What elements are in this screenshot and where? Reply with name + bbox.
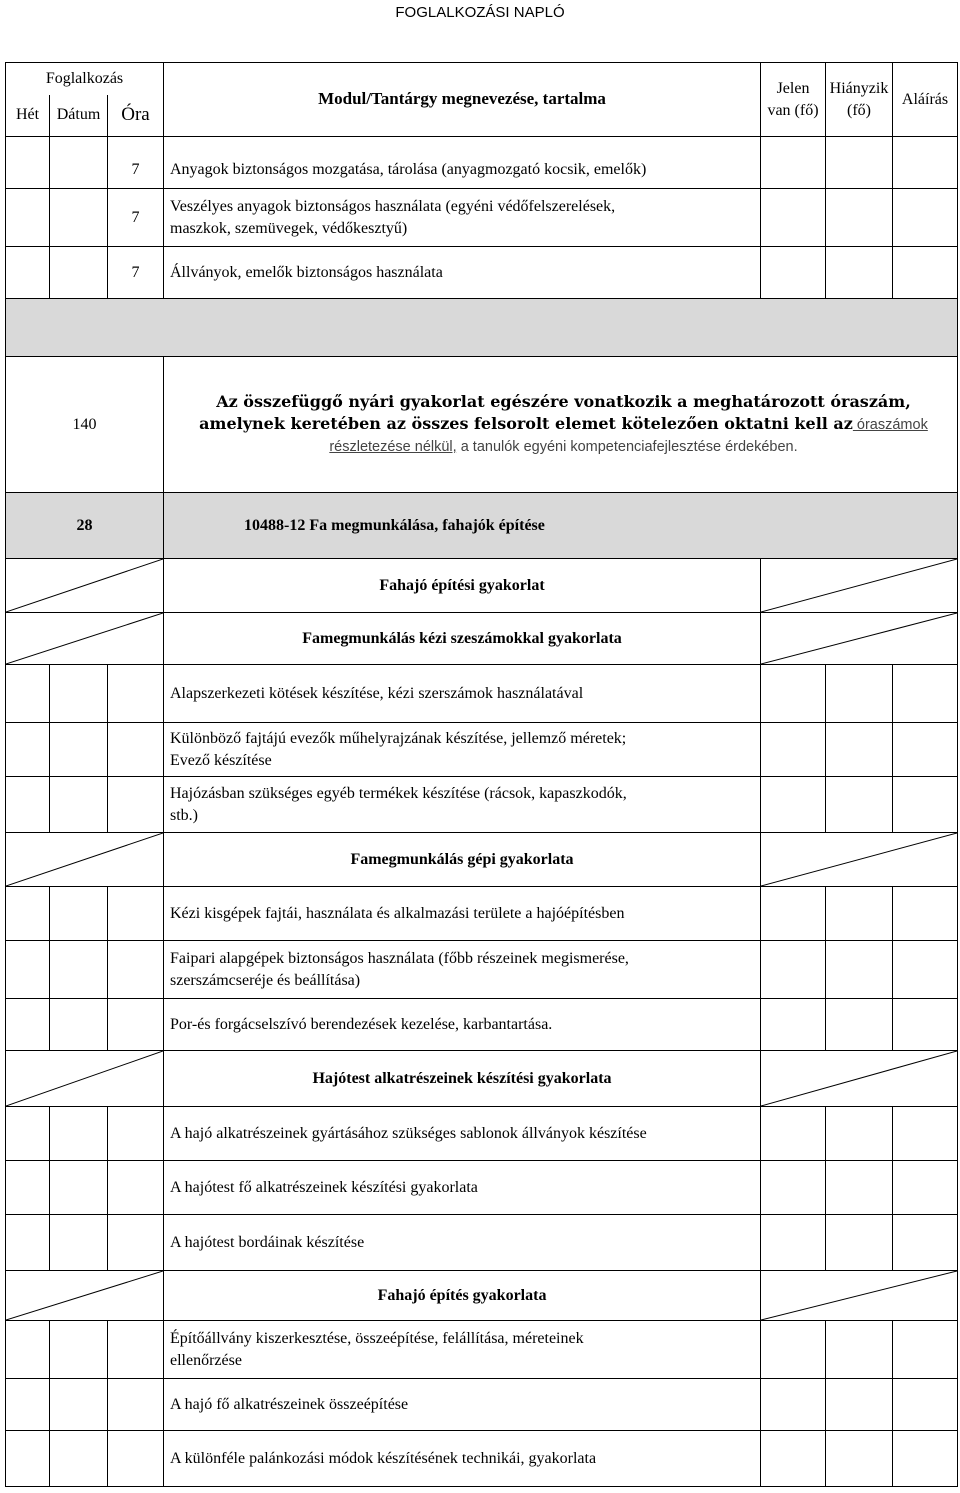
table-row [6,1321,958,1379]
header-ora: Óra [108,95,164,137]
diagonal-strike [761,1051,957,1106]
diagonal-strike [761,1271,957,1320]
topic-row [6,1271,958,1321]
table-row [6,247,958,299]
row-text: A különféle palánkozási módok készítésének technikái, gyakorlata [164,1431,761,1487]
note-bold-text: Az összefüggő nyári gyakorlat egészére vonatkozik a meghatározott óraszám, amelynek keretében az összes felsorolt elemet kötelezően oktatni kell az [199,392,911,433]
table-row [6,1215,958,1271]
row-text [164,941,761,999]
topic-title: Fahajó építés gyakorlata [164,1271,761,1321]
table-row [6,665,958,723]
header-het: Hét [6,95,50,137]
row-text [164,777,761,833]
row-text-line1: Faipari alapgépek biztonságos használata (főbb részeinek megismerése, [170,949,629,967]
row-text-line1: Építőállvány kiszerkesztése, összeépítése, felállítása, méreteinek [170,1329,584,1347]
attendance-log-table [5,62,958,1487]
diagonal-strike [6,559,163,612]
table-row [6,723,958,777]
note-tail-text: a tanulók egyéni kompetenciafejlesztése érdekében. [456,439,798,456]
row-text: Anyagok biztonságos mozgatása, tárolása (anyagmozgató kocsik, emelők) [164,153,761,189]
row-text-line1: Különböző fajtájú evezők műhelyrajzának készítése, jellemző méretek; [170,729,627,747]
header-foglalkozas: Foglalkozás [6,63,164,95]
header-hianyzik-line1: Hiányzik [829,79,889,97]
row-text: Por-és forgácselszívó berendezések kezelése, karbantartása. [164,999,761,1051]
diagonal-strike [6,1051,163,1106]
module-title: 10488-12 Fa megmunkálása, fahajók építése [164,493,958,559]
subject-title: Fahajó építési gyakorlat [164,559,761,613]
row-text: A hajó fő alkatrészeinek összeépítése [164,1379,761,1431]
header-hianyzik-line2: (fő) [847,101,871,119]
subject-diagonal-cell-right [761,559,958,613]
diagonal-strike [761,559,957,612]
row-text [164,723,761,777]
row-text-line2: szerszámcseréje és beállítása) [170,971,361,989]
row-text: A hajó alkatrészeinek gyártásához szükséges sablonok állványok készítése [164,1107,761,1161]
hours-cell: 7 [108,189,164,247]
table-row [6,153,958,189]
diagonal-strike [761,613,957,664]
row-text: Kézi kisgépek fajtái, használata és alkalmazási területe a hajóépítésben [164,887,761,941]
diagonal-strike [6,613,163,664]
module-row [6,493,958,559]
note-text [164,357,958,493]
diagonal-strike [761,833,957,886]
topic-row [6,613,958,665]
topic-row [6,833,958,887]
hours-cell: 7 [108,247,164,299]
subject-diagonal-cell [6,559,164,613]
module-hours: 28 [6,493,164,559]
header-jelen-line2: van (fő) [767,101,819,119]
document-title: FOGLALKOZÁSI NAPLÓ [395,4,565,21]
header-modul: Modul/Tantárgy megnevezése, tartalma [164,63,761,137]
subject-row [6,559,958,613]
row-text: Alapszerkezeti kötések készítése, kézi szerszámok használatával [164,665,761,723]
row-text-line1: Hajózásban szükséges egyéb termékek készítése (rácsok, kapaszkodók, [170,784,627,802]
diagonal-strike [6,833,163,886]
table-row [6,941,958,999]
row-text [164,189,761,247]
header-row-group [6,63,958,95]
diagonal-strike [6,1271,163,1320]
note-underlined-text: óraszámok részletezése nélkül, [329,416,928,456]
table-row [6,1161,958,1215]
gray-separator-row [6,299,958,357]
topic-title: Famegmunkálás kézi szeszámokkal gyakorlata [164,613,761,665]
row-text: A hajótest fő alkatrészeinek készítési gyakorlata [164,1161,761,1215]
row-text-line2: maszkok, szemüvegek, védőkesztyű) [170,219,408,237]
header-hianyzik [826,63,893,137]
table-row [6,887,958,941]
hours-cell: 7 [108,153,164,189]
table-row [6,1379,958,1431]
table-row [6,189,958,247]
table-row [6,777,958,833]
row-text-line2: stb.) [170,806,198,824]
row-text: Állványok, emelők biztonságos használata [164,247,761,299]
topic-row [6,1051,958,1107]
row-text-line2: Evező készítése [170,751,272,769]
topic-title: Famegmunkálás gépi gyakorlata [164,833,761,887]
header-alairas: Aláírás [893,63,958,137]
row-text-line1: Veszélyes anyagok biztonságos használata (egyéni védőfelszerelések, [170,197,616,215]
note-row [6,357,958,493]
header-jelen [761,63,826,137]
table-row [6,1431,958,1487]
row-text-line2: ellenőrzése [170,1351,242,1369]
table-row [6,999,958,1051]
row-text [164,1321,761,1379]
spacer-row [6,137,958,153]
header-datum: Dátum [50,95,108,137]
topic-title: Hajótest alkatrészeinek készítési gyakorlata [164,1051,761,1107]
note-hours: 140 [6,357,164,493]
row-text: A hajótest bordáinak készítése [164,1215,761,1271]
table-row [6,1107,958,1161]
header-jelen-line1: Jelen [776,79,810,97]
